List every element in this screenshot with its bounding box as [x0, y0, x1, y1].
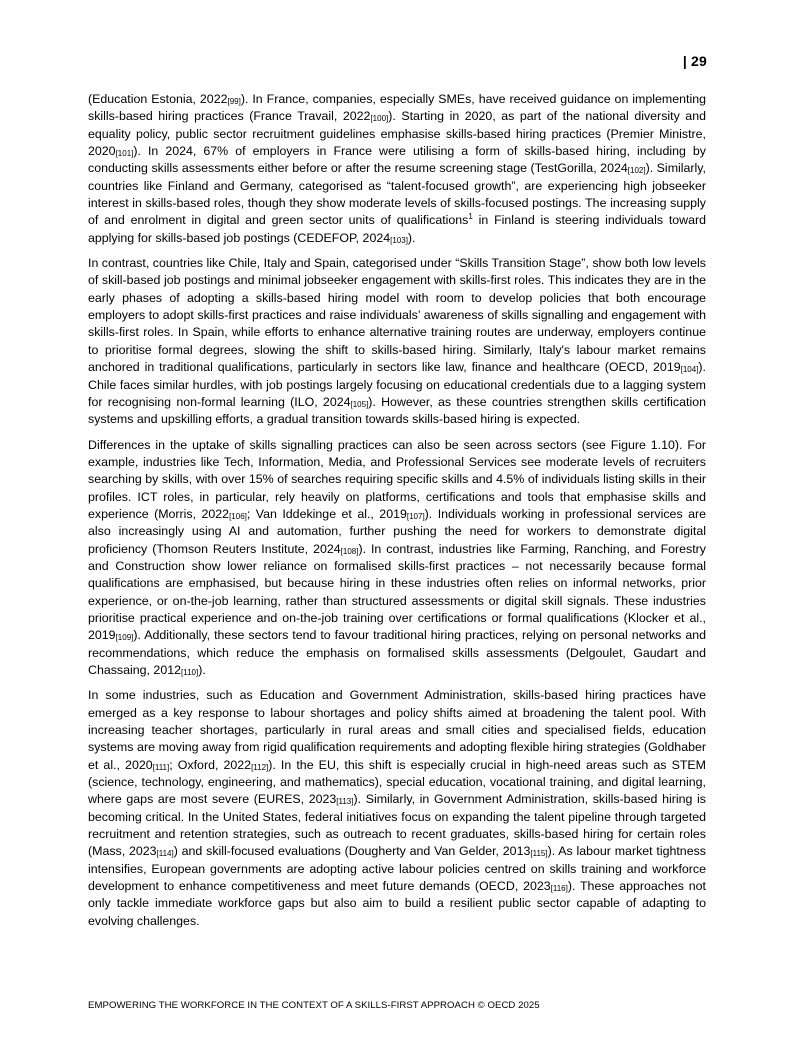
page-footer: EMPOWERING THE WORKFORCE IN THE CONTEXT OF A SKILLS-FIRST APPROACH © OECD 2025: [88, 1000, 540, 1011]
paragraph-text: ). However, as these countries strengthen skills certification systems and upskilling efforts, a gradual transition towards skills-based hiring is expected.: [88, 394, 706, 427]
paragraph-text: ) and skill-focused evaluations (Dougherty and Van Gelder, 2013: [173, 844, 531, 859]
reference-marker: [105]: [350, 399, 369, 409]
reference-marker: [106]: [229, 511, 247, 521]
paragraph-text: ; Van Iddekinge et al., 2019: [246, 506, 407, 521]
page-number: | 29: [682, 53, 707, 69]
paragraph: [88, 437, 706, 680]
paragraph-text: ).: [407, 230, 416, 245]
reference-marker: [111]: [152, 762, 170, 772]
paragraph-text: In contrast, countries like Chile, Italy and Spain, categorised under “Skills Transition Stage”, show both low levels of skill-based job postings and minimal jobseeker engagement with skills-first roles. This indicates they are in the early phases of adopting a skills-based hiring model with room to develop policies that both encourage employers to adopt skills-first practices and raise individuals’ awareness of skills signalling and engagement with skills-first roles. In Spain, while efforts to enhance alternative training routes are underway, employers continue to prioritise formal degrees, slowing the shift to skills-based hiring. Similarly, Italy's labour market remains anchored in traditional qualifications, particularly in sectors like law, finance and healthcare (OECD, 2019: [88, 256, 706, 375]
paragraph-text: In some industries, such as Education and Government Administration, skills-based hiring practices have emerged as a key response to labour shortages and policy shifts aimed at broadening the talent pool. With increasing teacher shortages, particularly in rural areas and small cities and specialised fields, education systems are moving away from rigid qualification requirements and adopting flexible hiring strategies (Goldhaber et al., 2020: [88, 688, 706, 772]
reference-marker: [112]: [251, 762, 269, 772]
reference-marker: [110]: [181, 668, 199, 677]
paragraph-text: ; Oxford, 2022: [169, 757, 252, 772]
reference-marker: [101]: [115, 149, 134, 159]
reference-marker: [113]: [336, 797, 354, 807]
reference-marker: [104]: [680, 365, 699, 375]
paragraph: [88, 687, 706, 930]
paragraph-text: ). Similarly, in Government Administration, skills-based hiring is becoming critical. In the United States, federal initiatives focus on expanding the talent pipeline through targeted recruitment and retention strategies, such as outreach to recent graduates, skills-based hiring for certain roles (Mass, 2023: [88, 792, 706, 859]
footnote-marker: 1: [468, 212, 473, 222]
paragraph: [88, 91, 706, 247]
reference-marker: [100]: [370, 114, 389, 124]
paragraph-text: ). Starting in 2020, as part of the national diversity and equality policy, public sector recruitment guidelines emphasise skills-based hiring practices (Premier Ministre, 2020: [88, 109, 706, 159]
reference-marker: [114]: [156, 849, 174, 859]
paragraph-text: Differences in the uptake of skills signalling practices can also be seen across sectors (see Figure 1.10). For example, industries like Tech, Information, Media, and Professional Services see moderate levels of recruiters searching by skills, with over 15% of searches requiring specific skills and 4.5% of individuals listing skills in their profiles. ICT roles, in particular, rely heavily on platforms, certifications and tools that emphasise skills and experience (Morris, 2022: [88, 437, 706, 521]
reference-marker: [115]: [530, 849, 548, 859]
reference-marker: [103]: [390, 235, 408, 245]
paragraph-text: ).: [198, 663, 206, 677]
paragraph-text: ). Individuals working in professional services are also increasingly using AI and automation, further pushing the need for workers to demonstrate digital proficiency (Thomson Reuters Institute, 2024: [88, 506, 706, 556]
reference-marker: [107]: [406, 511, 425, 521]
reference-marker: [109]: [115, 633, 134, 643]
paragraph-text: ). In contrast, industries like Farming, Ranching, and Forestry and Construction show lower reliance on formalised skills-first practices – not necessarily because formal qualifications are emphasised, but because hiring in these industries often relies on informal networks, prior experience, or on-the-job learning, rather than structured assessments or digital skill signals. These industries prioritise practical experience and on-the-job training over certifications or formal qualifications (Klocker et al., 2019: [88, 541, 707, 643]
paragraph-text: ). In France, companies, especially SMEs, have received guidance on implementing skills-based hiring practices (France Travail, 2022: [88, 92, 706, 124]
body-text: [88, 91, 706, 938]
paragraph-text: ). These approaches not only tackle immediate workforce gaps but also aim to build a resilient public sector capable of adapting to evolving challenges.: [88, 879, 706, 928]
reference-marker: [108]: [340, 546, 359, 556]
paragraph-text: ). Similarly, countries like Finland and Germany, categorised as “talent-focused growth”, are experiencing high jobseeker interest in skills-based roles, though they show moderate levels of skills-focused postings. The increasing supply of and enrolment in digital and green sector units of qualifications: [88, 161, 707, 228]
paragraph-text: ). In the EU, this shift is especially crucial in high-need areas such as STEM (science, technology, engineering, and mathematics), special education, vocational training, and digital learning, where gaps are most severe (EURES, 2023: [88, 757, 706, 807]
reference-marker: [116]: [550, 884, 568, 894]
paragraph-text: ). Additionally, these sectors tend to favour traditional hiring practices, relying on personal networks and recommendations, which reduce the emphasis on formalised skills assessments (Delgoulet, Gaudart and Chassaing, 2012: [88, 628, 706, 677]
reference-marker: [99]: [227, 97, 241, 106]
paragraph-text: ). Chile faces similar hurdles, with job postings largely focusing on educational credentials due to a lagging system for recognising non-formal learning (ILO, 2024: [88, 360, 706, 409]
paragraph-text: in Finland is steering individuals toward applying for skills-based job postings (CEDEFOP, 2024: [88, 213, 707, 245]
paragraph: [88, 255, 706, 428]
paragraph-text: (Education Estonia, 2022: [88, 92, 228, 106]
paragraph-text: ). In 2024, 67% of employers in France were utilising a form of skills-based hiring, including by conducting skills assessments either before or after the resume screening stage (TestGorilla, 2024: [88, 144, 706, 176]
paragraph-text: ). As labour market tightness intensifies, European governments are adopting active labour policies centred on skills training and workforce development to enhance competitiveness and meet future demands (OECD, 2023: [88, 844, 706, 894]
reference-marker: [102]: [627, 166, 646, 176]
